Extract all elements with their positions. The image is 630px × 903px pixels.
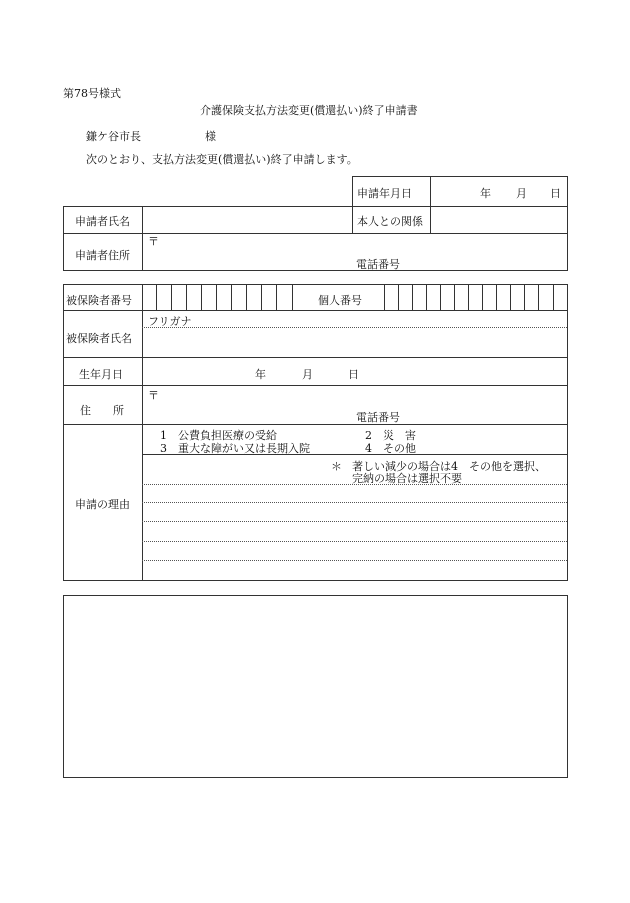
reason-option-4: 4 その他 xyxy=(365,442,416,455)
insured-postal-mark: 〒 xyxy=(148,389,159,402)
application-date-month: 月 xyxy=(516,187,527,200)
reason-note-line-2: 完納の場合は選択不要 xyxy=(352,472,462,485)
birth-month: 月 xyxy=(302,368,313,381)
application-date-year: 年 xyxy=(480,187,491,200)
application-date-day: 日 xyxy=(550,187,561,200)
birth-year: 年 xyxy=(255,368,266,381)
application-date-label: 申請年月日 xyxy=(357,187,412,200)
insured-phone-label: 電話番号 xyxy=(356,411,400,424)
applicant-name-label: 申請者氏名 xyxy=(75,215,130,228)
reason-option-2: 2 災 害 xyxy=(365,429,416,442)
applicant-phone-label: 電話番号 xyxy=(356,258,400,271)
form-title: 介護保険支払方法変更(償還払い)終了申請書 xyxy=(200,104,418,117)
furigana-label: フリガナ xyxy=(148,315,192,328)
reason-option-1: 1 公費負担医療の受給 xyxy=(160,429,277,442)
birth-day: 日 xyxy=(348,368,359,381)
personal-number-label: 個人番号 xyxy=(318,294,362,307)
remarks-box xyxy=(63,595,568,778)
applicant-postal-mark: 〒 xyxy=(148,235,159,248)
reason-option-3: 3 重大な障がい又は長期入院 xyxy=(160,442,310,455)
reason-note-line-1: 著しい減少の場合は4 その他を選択、 xyxy=(352,460,546,473)
reason-note-mark: ＊ xyxy=(331,460,342,473)
insured-name-label: 被保険者氏名 xyxy=(66,332,132,345)
applicant-address-label: 申請者住所 xyxy=(75,249,130,262)
insured-number-label: 被保険者番号 xyxy=(66,294,132,307)
birth-date-label: 生年月日 xyxy=(79,368,123,381)
reason-label: 申請の理由 xyxy=(75,498,130,511)
honorific: 様 xyxy=(205,130,216,143)
addressee: 鎌ケ谷市長 xyxy=(86,130,141,143)
intro-text: 次のとおり、支払方法変更(償還払い)終了申請します。 xyxy=(86,153,358,166)
relation-label: 本人との関係 xyxy=(357,215,423,228)
insured-address-label: 住 所 xyxy=(80,404,124,417)
form-number: 第78号様式 xyxy=(63,87,121,100)
